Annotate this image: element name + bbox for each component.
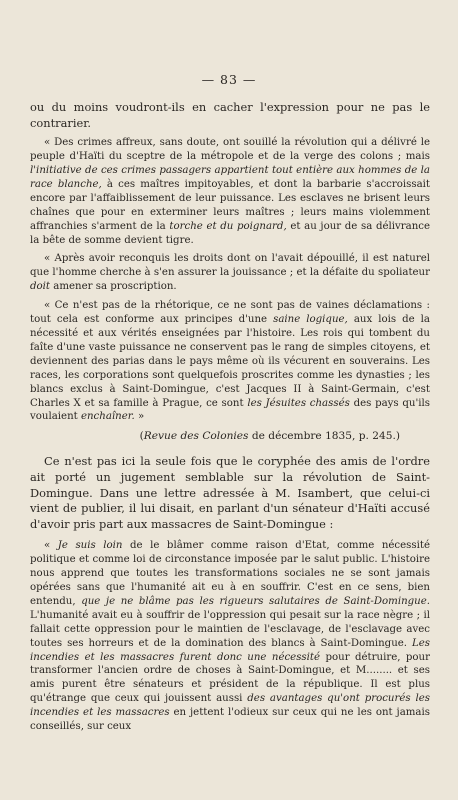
main-paragraph: Ce n'est pas ici la seule fois que le coryphée des amis de l'ordre ait porté un jugement semblable sur la révolution de Saint-Domingue. Dans une lettre adressée à M. Isambert, que celui-ci vient de publier, il lui disait, en parlant d'un sénateur d'Haïti accusé d'avoir pris part aux massacres de Saint-Domingue : [30, 454, 430, 531]
quote-paragraph-1: « Des crimes affreux, sans doute, ont souillé la révolution qui a délivré le peuple d'Haïti du sceptre de la métropole et de la verge des colons ; mais l'initiative de ces crimes passagers appartient tout entière aux hommes de la race blanche, à ces maîtres impitoyables, et dont la barbarie s'accroissait encore par l'affaiblissement de leur puissance. Les esclaves ne brisent leurs chaînes que pour en exterminer leurs maîtres ; leurs mains violemment affranchies s'arment de la torche et du poignard, et au jour de sa délivrance la bête de somme devient tigre. [30, 137, 430, 246]
quote-paragraph-2: « Après avoir reconquis les droits dont on l'avait dépouillé, il est naturel que l'homme cherche à s'en assurer la jouissance ; et la défaite du spoliateur doit amener sa proscription. [30, 253, 430, 293]
paragraph-continuation: ou du moins voudront-ils en cacher l'expression pour ne pas le contrarier. [30, 100, 430, 130]
quote-paragraph-3: « Ce n'est pas de la rhétorique, ce ne sont pas de vaines déclamations : tout cela est conforme aux principes d'une saine logique, aux lois de la nécessité et aux vérités enseignées par l'histoire. Les rois qui tombent du faîte d'une vaste puissance ne conservent pas le rang de simples citoyens, et deviennent des parias dans le pays même où ils vécurent en souverains. Les races, les corporations sont quelquefois proscrites comme les dynasties ; les blancs exclus à Saint-Domingue, c'est Jacques II à Saint-Germain, c'est Charles X et sa famille à Prague, ce sont les Jésuites chassés des pays qu'ils voulaient enchaîner. » [30, 300, 431, 423]
page-number: — 83 — [201, 72, 257, 87]
citation: (Revue des Colonies de décembre 1835, p. 245.) [139, 430, 400, 443]
page-body [30, 100, 430, 734]
quote-paragraph-letter: « Je suis loin de le blâmer comme raison d'Etat, comme nécessité politique et comme loi de circonstance imposée par le salut public. L'histoire nous apprend que toutes les transformations sociales ne se sont jamais opérées sans que l'humanité ait eu à en souffrir. C'est en ce sens, bien entendu, que je ne blâme pas les rigueurs salutaires de Saint-Domingue. L'humanité avait eu à souffrir de l'oppression qui pesait sur la race nègre ; il fallait cette oppression pour le maintien de l'esclavage, de l'esclavage avec toutes ses horreurs et de la domination des blancs à Saint-Domingue. Les incendies et les massacres furent donc une nécessité pour détruire, pour transformer l'ancien ordre de choses à Saint-Domingue, et M........ et ses amis purent être sénateurs et président de la république. Il est plus qu'étrange que ceux qui jouissent aussi des avantages qu'ont procurés les incendies et les massacres en jettent l'odieux sur ceux qui ne les ont jamais conseillés, sur ceux [30, 540, 431, 733]
